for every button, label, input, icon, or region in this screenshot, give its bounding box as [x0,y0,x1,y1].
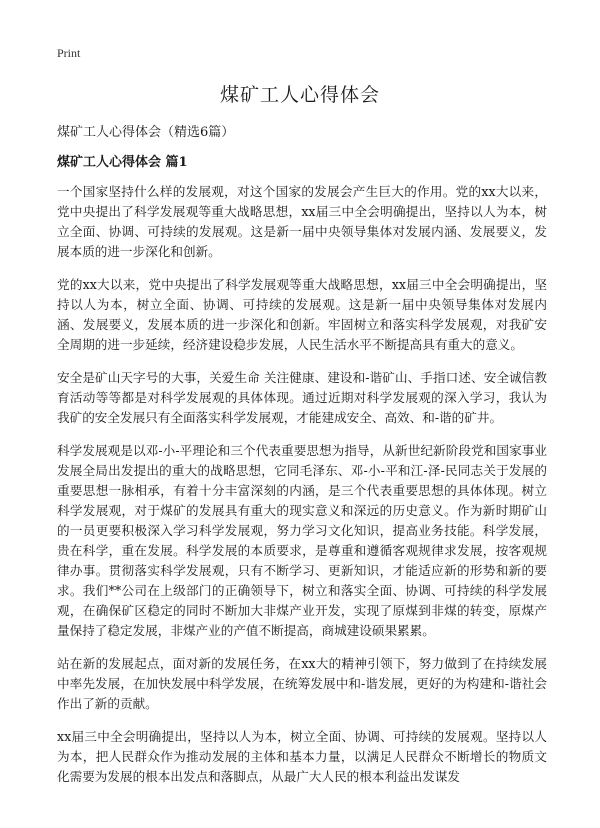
document-subtitle: 煤矿工人心得体会（精选6篇） [57,125,235,140]
section-heading: 煤矿工人心得体会 篇1 [57,155,188,170]
paragraph: 党的xx大以来，党中央提出了科学发展观等重大战略思想，xx届三中全会明确提出，坚持以人为本，树立全面、协调、可持续的发展观。这是新一届中央领导集体对发展内涵、发展要义，发展本质的进一步深化和创新。牢固树立和落实科学发展观，对我矿安全周期的进一步延续，经济建设稳步发展，人民生活水平不断提高具有重大的意义。 [57,277,547,352]
document-body [57,182,547,800]
paragraph: 一个国家坚持什么样的发展观，对这个国家的发展会产生巨大的作用。党的xx大以来，党中央提出了科学发展观等重大战略思想，xx届三中全会明确提出，坚持以人为本，树立全面、协调、可持续的发展观。这是新一届中央领导集体对发展内涵、发展要义，发展本质的进一步深化和创新。 [57,184,547,259]
paragraph: 站在新的发展起点，面对新的发展任务，在xx大的精神引领下，努力做到了在持续发展中率先发展，在加快发展中科学发展，在统筹发展中和-谐发展，更好的为构建和-谐社会作出了新的贡献。 [57,656,547,711]
print-link[interactable]: Print [57,46,81,60]
paragraph: xx届三中全会明确提出，坚持以人为本，树立全面、协调、可持续的发展观。坚持以人为本，把人民群众作为推动发展的主体和基本力量，以满足人民群众不断增长的物质文化需要为发展的根本出发点和落脚点，从最广大人民的根本利益出发谋发 [57,729,547,784]
paragraph: 安全是矿山天字号的大事，关爱生命 关注健康、建设和-谐矿山、手指口述、安全诚信教育活动等等都是对科学发展观的具体体现。通过近期对科学发展观的深入学习，我认为我矿的安全发展只有全面落实科学发展观，才能建成安全、高效、和-谐的矿井。 [57,370,547,425]
document-title: 煤矿工人心得体会 [219,84,380,106]
paragraph: 科学发展观是以邓-小-平理论和三个代表重要思想为指导，从新世纪新阶段党和国家事业发展全局出发提出的重大的战略思想，它同毛泽东、邓-小-平和江-泽-民同志关于发展的重要思想一脉相承，有着十分丰富深刻的内涵，是三个代表重要思想的具体体现。树立科学发展观，对于煤矿的发展具有重大的现实意义和深远的历史意义。作为新时期矿山的一员更要积极深入学习科学发展观，努力学习文化知识，提高业务技能。科学发展，贵在科学，重在发展。科学发展的本质要求，是尊重和遵循客观规律求发展，按客观规律办事。贯彻落实科学发展观，只有不断学习、更新知识，才能适应新的形势和新的要求。我们**公司在上级部门的正确领导下，树立和落实全面、协调、可持续的科学发展观，在确保矿区稳定的同时不断加大非煤产业开发，实现了原煤到非煤的转变，原煤产量保持了稳定发展，非煤产业的产值不断提高，商城建设硕果累累。 [57,443,547,638]
